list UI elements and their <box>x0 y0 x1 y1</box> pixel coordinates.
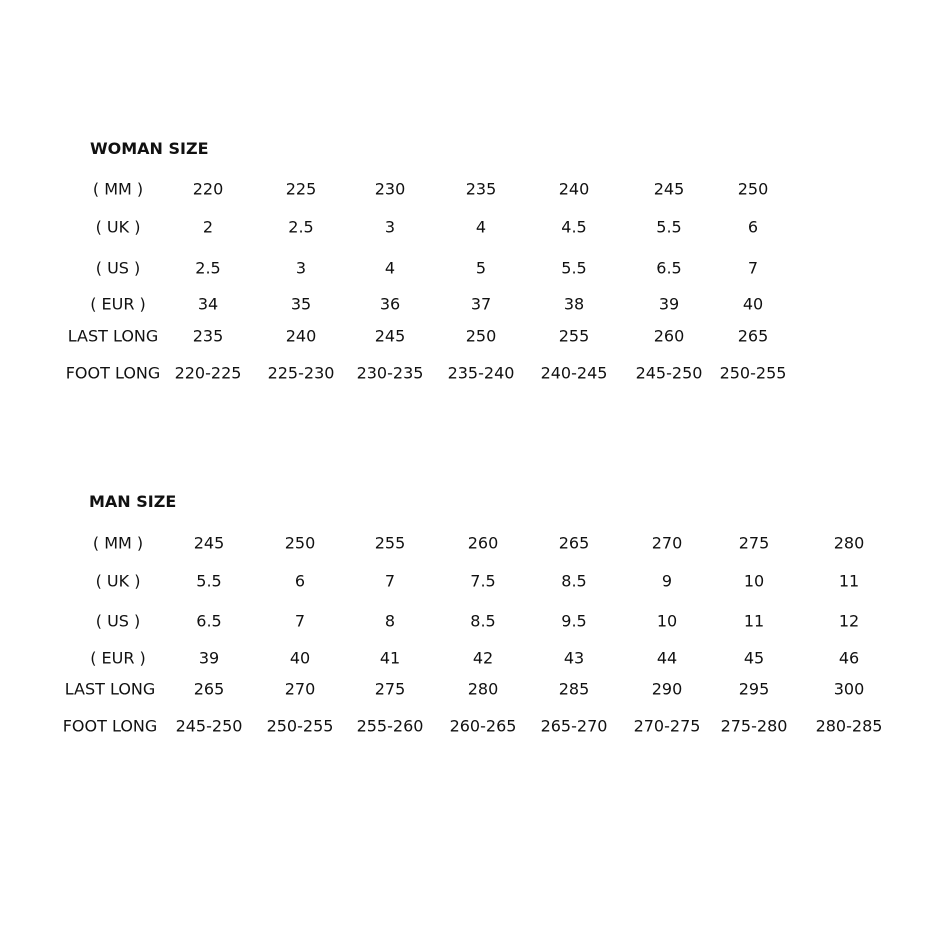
man-size-cell: 255-260 <box>356 716 424 736</box>
man-size-cell: 250-255 <box>266 716 334 736</box>
man-size-title: MAN SIZE <box>89 492 177 511</box>
woman-size-cell: 37 <box>470 294 492 314</box>
woman-size-cell: 235 <box>192 326 224 346</box>
woman-row-label: ( UK ) <box>95 217 141 237</box>
woman-size-cell: 4 <box>475 217 487 237</box>
man-size-cell: 41 <box>379 648 401 668</box>
woman-size-cell: 5.5 <box>561 258 587 278</box>
man-size-cell: 42 <box>472 648 494 668</box>
man-size-cell: 40 <box>289 648 311 668</box>
man-size-cell: 265 <box>193 679 225 699</box>
man-row-label: ( US ) <box>95 611 141 631</box>
woman-size-cell: 245 <box>374 326 406 346</box>
woman-row-label: LAST LONG <box>67 326 159 346</box>
man-size-cell: 46 <box>838 648 860 668</box>
woman-size-cell: 250-255 <box>719 363 787 383</box>
woman-size-cell: 3 <box>295 258 307 278</box>
man-size-cell: 275 <box>374 679 406 699</box>
man-size-cell: 11 <box>743 611 765 631</box>
man-size-cell: 39 <box>198 648 220 668</box>
woman-size-cell: 260 <box>653 326 685 346</box>
man-size-cell: 245-250 <box>175 716 243 736</box>
man-size-cell: 9 <box>661 571 673 591</box>
woman-size-cell: 2.5 <box>288 217 314 237</box>
woman-size-cell: 240-245 <box>540 363 608 383</box>
man-size-cell: 7 <box>384 571 396 591</box>
woman-size-cell: 220-225 <box>174 363 242 383</box>
woman-size-cell: 2 <box>202 217 214 237</box>
man-size-cell: 6 <box>294 571 306 591</box>
woman-size-cell: 235 <box>465 179 497 199</box>
man-size-cell: 290 <box>651 679 683 699</box>
man-size-cell: 8 <box>384 611 396 631</box>
woman-row-label: ( US ) <box>95 258 141 278</box>
man-size-cell: 12 <box>838 611 860 631</box>
man-size-cell: 295 <box>738 679 770 699</box>
man-size-cell: 10 <box>656 611 678 631</box>
woman-size-cell: 4 <box>384 258 396 278</box>
woman-row-label: FOOT LONG <box>65 363 161 383</box>
man-size-cell: 8.5 <box>561 571 587 591</box>
man-size-cell: 43 <box>563 648 585 668</box>
man-size-cell: 280 <box>467 679 499 699</box>
man-size-cell: 7 <box>294 611 306 631</box>
man-size-cell: 245 <box>193 533 225 553</box>
man-size-cell: 280 <box>833 533 865 553</box>
woman-size-cell: 40 <box>742 294 764 314</box>
man-row-label: ( MM ) <box>92 533 144 553</box>
man-size-cell: 9.5 <box>561 611 587 631</box>
woman-size-cell: 255 <box>558 326 590 346</box>
woman-size-cell: 225 <box>285 179 317 199</box>
man-row-label: LAST LONG <box>64 679 156 699</box>
man-size-cell: 270 <box>651 533 683 553</box>
man-size-cell: 275-280 <box>720 716 788 736</box>
man-size-cell: 285 <box>558 679 590 699</box>
woman-size-cell: 3 <box>384 217 396 237</box>
man-size-cell: 45 <box>743 648 765 668</box>
man-size-cell: 11 <box>838 571 860 591</box>
woman-row-label: ( MM ) <box>92 179 144 199</box>
woman-size-cell: 5 <box>475 258 487 278</box>
woman-size-cell: 225-230 <box>267 363 335 383</box>
man-size-cell: 270 <box>284 679 316 699</box>
woman-size-cell: 6 <box>747 217 759 237</box>
man-size-cell: 8.5 <box>470 611 496 631</box>
man-size-cell: 265 <box>558 533 590 553</box>
woman-size-cell: 240 <box>285 326 317 346</box>
woman-size-cell: 2.5 <box>195 258 221 278</box>
woman-size-cell: 265 <box>737 326 769 346</box>
man-size-cell: 10 <box>743 571 765 591</box>
woman-size-cell: 39 <box>658 294 680 314</box>
woman-row-label: ( EUR ) <box>90 294 146 314</box>
man-size-cell: 6.5 <box>196 611 222 631</box>
woman-size-title: WOMAN SIZE <box>90 139 209 158</box>
man-size-cell: 265-270 <box>540 716 608 736</box>
woman-size-cell: 245 <box>653 179 685 199</box>
woman-size-cell: 245-250 <box>635 363 703 383</box>
man-size-cell: 300 <box>833 679 865 699</box>
man-row-label: FOOT LONG <box>62 716 158 736</box>
woman-size-cell: 7 <box>747 258 759 278</box>
man-size-cell: 250 <box>284 533 316 553</box>
woman-size-cell: 5.5 <box>656 217 682 237</box>
woman-size-cell: 36 <box>379 294 401 314</box>
man-size-cell: 44 <box>656 648 678 668</box>
woman-size-cell: 230 <box>374 179 406 199</box>
woman-size-cell: 235-240 <box>447 363 515 383</box>
man-size-cell: 280-285 <box>815 716 883 736</box>
man-row-label: ( UK ) <box>95 571 141 591</box>
woman-size-cell: 250 <box>465 326 497 346</box>
man-size-cell: 7.5 <box>470 571 496 591</box>
man-size-cell: 260 <box>467 533 499 553</box>
man-row-label: ( EUR ) <box>90 648 146 668</box>
woman-size-cell: 250 <box>737 179 769 199</box>
man-size-cell: 255 <box>374 533 406 553</box>
woman-size-cell: 220 <box>192 179 224 199</box>
woman-size-cell: 38 <box>563 294 585 314</box>
man-size-cell: 260-265 <box>449 716 517 736</box>
woman-size-cell: 230-235 <box>356 363 424 383</box>
man-size-cell: 275 <box>738 533 770 553</box>
man-size-cell: 5.5 <box>196 571 222 591</box>
woman-size-cell: 6.5 <box>656 258 682 278</box>
woman-size-cell: 240 <box>558 179 590 199</box>
man-size-cell: 270-275 <box>633 716 701 736</box>
woman-size-cell: 35 <box>290 294 312 314</box>
woman-size-cell: 34 <box>197 294 219 314</box>
woman-size-cell: 4.5 <box>561 217 587 237</box>
